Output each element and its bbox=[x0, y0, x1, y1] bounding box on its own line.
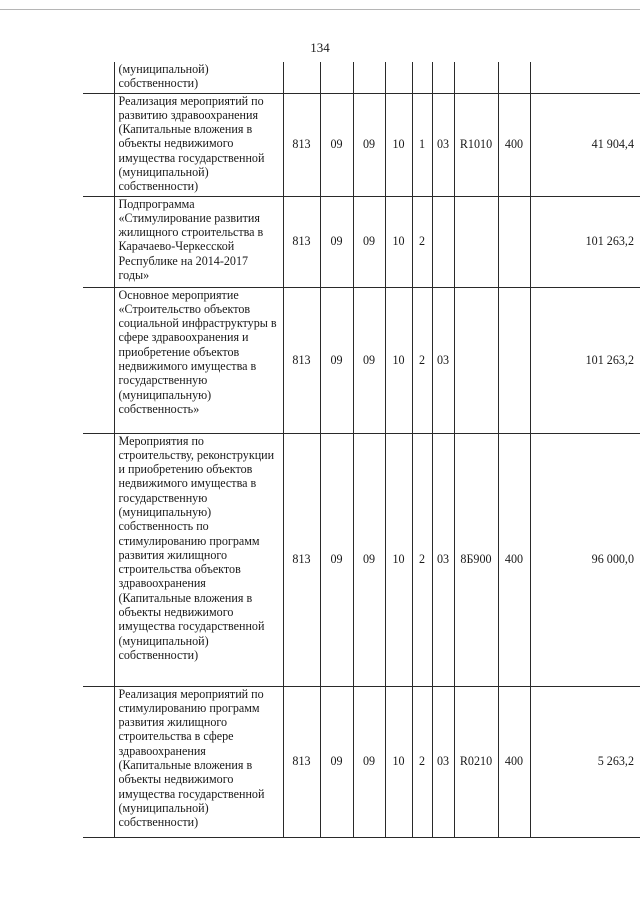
expense-type-code-cell bbox=[498, 287, 530, 433]
item-name-cell: Основное мероприятие «Строительство объектов социальной инфраструктуры в сфере здравоохранения и приобретение объектов недвижимого имущества в государственную (муниципальную) собственность» bbox=[114, 287, 283, 433]
section-code-cell: 09 bbox=[320, 196, 353, 287]
item-name-cell: Подпрограмма «Стимулирование развития жилищного строительства в Карачаево-Черкесской Республике на 2014-2017 годы» bbox=[114, 196, 283, 287]
item-name-cell: Реализация мероприятий по развитию здравоохранения (Капитальные вложения в объекты недвижимого имущества государственной (муниципальной) собственности) bbox=[114, 93, 283, 196]
row-number-cell bbox=[83, 287, 114, 433]
section-code-cell bbox=[320, 62, 353, 93]
amount-cell: 101 263,2 bbox=[530, 287, 640, 433]
table-row bbox=[83, 62, 640, 93]
subsection-code-cell: 09 bbox=[353, 93, 385, 196]
direction-code-cell: 8Б900 bbox=[454, 433, 498, 686]
table-row bbox=[83, 433, 640, 686]
row-number-cell bbox=[83, 433, 114, 686]
program-code-cell: 10 bbox=[385, 287, 412, 433]
main-activity-code-cell bbox=[432, 196, 454, 287]
item-name-cell: Мероприятия по строительству, реконструкции и приобретению объектов недвижимого имущества в государственную (муниципальную) собственность по стимулированию программ развития жилищного строительства объектов здравоохранения (Капитальные вложения в объекты недвижимого имущества государственной (муниципальной) собственности) bbox=[114, 433, 283, 686]
row-number-cell bbox=[83, 93, 114, 196]
program-code-cell bbox=[385, 62, 412, 93]
direction-code-cell: R1010 bbox=[454, 93, 498, 196]
section-code-cell: 09 bbox=[320, 287, 353, 433]
page-number: 134 bbox=[310, 40, 330, 55]
ministry-code-cell bbox=[283, 62, 320, 93]
ministry-code-cell: 813 bbox=[283, 93, 320, 196]
program-code-cell: 10 bbox=[385, 686, 412, 837]
scan-top-rule bbox=[0, 9, 640, 10]
budget-table-body bbox=[83, 62, 640, 837]
ministry-code-cell: 813 bbox=[283, 196, 320, 287]
row-number-cell bbox=[83, 686, 114, 837]
table-row bbox=[83, 93, 640, 196]
direction-code-cell bbox=[454, 287, 498, 433]
section-code-cell: 09 bbox=[320, 433, 353, 686]
subsection-code-cell: 09 bbox=[353, 287, 385, 433]
program-code-cell: 10 bbox=[385, 93, 412, 196]
item-name-cell: (муниципальной) собственности) bbox=[114, 62, 283, 93]
expense-type-code-cell: 400 bbox=[498, 93, 530, 196]
program-code-cell: 10 bbox=[385, 433, 412, 686]
subprogram-code-cell: 2 bbox=[412, 433, 432, 686]
subprogram-code-cell: 1 bbox=[412, 93, 432, 196]
subprogram-code-cell bbox=[412, 62, 432, 93]
row-number-cell bbox=[83, 62, 114, 93]
subsection-code-cell: 09 bbox=[353, 686, 385, 837]
amount-cell bbox=[530, 62, 640, 93]
expense-type-code-cell bbox=[498, 196, 530, 287]
main-activity-code-cell bbox=[432, 62, 454, 93]
item-name-cell: Реализация мероприятий по стимулированию программ развития жилищного строительства в сфере здравоохранения (Капитальные вложения в объекты недвижимого имущества государственной (муниципальной) собственности) bbox=[114, 686, 283, 837]
main-activity-code-cell: 03 bbox=[432, 686, 454, 837]
amount-cell: 96 000,0 bbox=[530, 433, 640, 686]
table-row bbox=[83, 196, 640, 287]
section-code-cell: 09 bbox=[320, 93, 353, 196]
budget-table bbox=[83, 62, 640, 838]
table-row bbox=[83, 686, 640, 837]
program-code-cell: 10 bbox=[385, 196, 412, 287]
main-activity-code-cell: 03 bbox=[432, 433, 454, 686]
main-activity-code-cell: 03 bbox=[432, 93, 454, 196]
ministry-code-cell: 813 bbox=[283, 287, 320, 433]
amount-cell: 5 263,2 bbox=[530, 686, 640, 837]
expense-type-code-cell bbox=[498, 62, 530, 93]
direction-code-cell bbox=[454, 196, 498, 287]
main-activity-code-cell: 03 bbox=[432, 287, 454, 433]
subprogram-code-cell: 2 bbox=[412, 686, 432, 837]
ministry-code-cell: 813 bbox=[283, 433, 320, 686]
amount-cell: 41 904,4 bbox=[530, 93, 640, 196]
subprogram-code-cell: 2 bbox=[412, 287, 432, 433]
table-row bbox=[83, 287, 640, 433]
expense-type-code-cell: 400 bbox=[498, 433, 530, 686]
subsection-code-cell: 09 bbox=[353, 196, 385, 287]
row-number-cell bbox=[83, 196, 114, 287]
expense-type-code-cell: 400 bbox=[498, 686, 530, 837]
subsection-code-cell: 09 bbox=[353, 433, 385, 686]
ministry-code-cell: 813 bbox=[283, 686, 320, 837]
subprogram-code-cell: 2 bbox=[412, 196, 432, 287]
subsection-code-cell bbox=[353, 62, 385, 93]
section-code-cell: 09 bbox=[320, 686, 353, 837]
amount-cell: 101 263,2 bbox=[530, 196, 640, 287]
direction-code-cell: R0210 bbox=[454, 686, 498, 837]
direction-code-cell bbox=[454, 62, 498, 93]
